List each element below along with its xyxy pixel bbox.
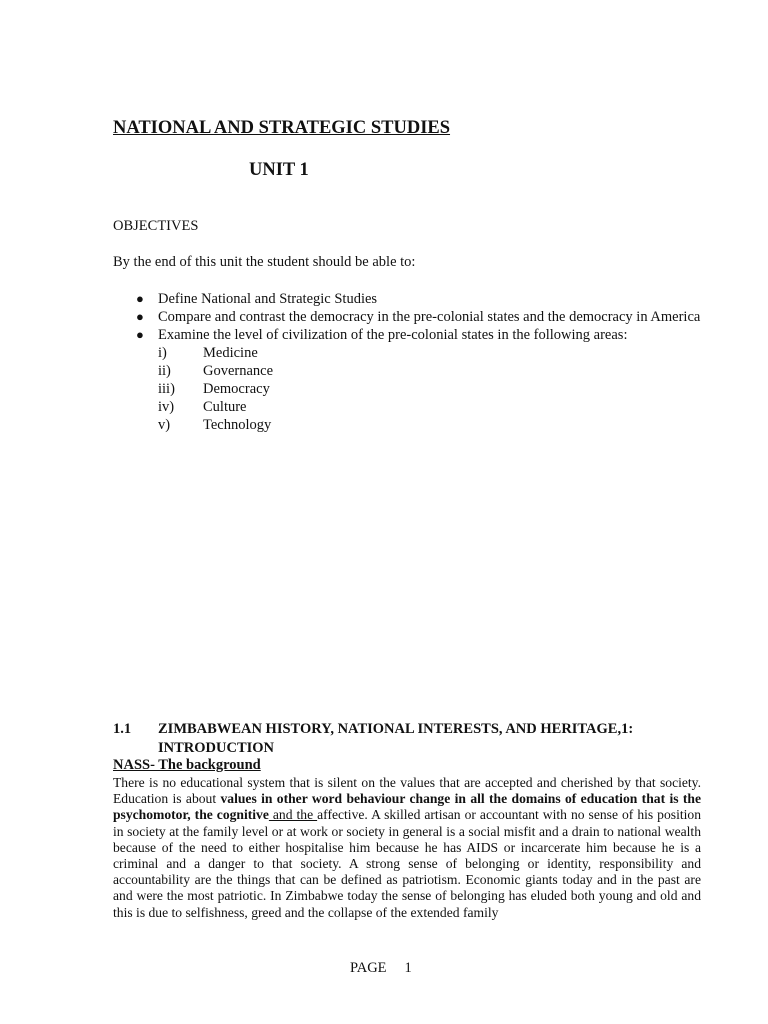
objective-item: [113, 290, 703, 308]
bullet-icon: ●: [136, 291, 144, 306]
objective-item: [113, 326, 703, 434]
objective-text: Define National and Strategic Studies: [158, 291, 378, 307]
bullet-icon: ●: [136, 327, 144, 342]
area-item: [158, 362, 703, 380]
objectives-list: [113, 290, 703, 434]
area-label: Governance: [203, 363, 274, 379]
document-title: NATIONAL AND STRATEGIC STUDIES: [113, 118, 451, 138]
area-item: [158, 344, 703, 362]
paragraph-underlined-text: and the: [268, 807, 318, 823]
paragraph-text-rest: affective. A skilled artisan or accountant with no sense of his position in society at the family level or at work or society in general is a social misfit and a drain to national wealth because of the need to either hospitalise him because he has AIDS or incarcerate him because he is a criminal and a danger to that society. A strong sense of belonging or identity, responsibility and accountability are the things that can be defined as patriotism. Economic giants today and in the past are and were the most patriotic. In Zimbabwe today the sense of belonging has eluded both young and old and this is due to selfishness, greed and the collapse of the extended family: [113, 807, 701, 920]
area-number: iv): [158, 399, 175, 415]
paragraph-bold-text: values in other word behaviour change in all the domains of education that is the psychomotor, the cognitive: [113, 791, 702, 823]
area-label: Culture: [203, 399, 247, 415]
page-label: PAGE: [350, 960, 387, 976]
page-footer: [350, 960, 412, 977]
area-label: Technology: [203, 417, 272, 433]
paragraph-text-start: There is no educational system that is silent on the values that are accepted and cherished by that society. Education is about: [113, 775, 701, 807]
objective-item: [113, 308, 703, 326]
section-title-line1: ZIMBABWEAN HISTORY, NATIONAL INTERESTS, AND HERITAGE,1:: [158, 721, 634, 737]
unit-title: UNIT 1: [249, 160, 309, 180]
area-number: v): [158, 417, 171, 433]
area-number: iii): [158, 381, 175, 397]
area-item: [158, 380, 703, 398]
objectives-heading: OBJECTIVES: [113, 218, 199, 234]
area-number: i): [158, 345, 167, 361]
section-heading: [113, 720, 701, 757]
area-label: Democracy: [203, 381, 270, 397]
objective-text: Examine the level of civilization of the pre-colonial states in the following areas:: [158, 327, 628, 343]
section-title-line2: INTRODUCTION: [158, 739, 275, 756]
civilization-areas-list: [158, 344, 703, 434]
bullet-icon: ●: [136, 309, 144, 324]
area-label: Medicine: [203, 345, 258, 361]
area-number: ii): [158, 363, 171, 379]
objective-text: Compare and contrast the democracy in the pre-colonial states and the democracy in America: [158, 309, 701, 325]
subsection-heading: NASS- The background: [113, 757, 261, 773]
objectives-intro: By the end of this unit the student should be able to:: [113, 254, 416, 270]
area-item: [158, 398, 703, 416]
area-item: [158, 416, 703, 434]
section-number: 1.1: [113, 721, 132, 737]
page-number: 1: [404, 960, 412, 976]
body-paragraph: [113, 775, 701, 921]
